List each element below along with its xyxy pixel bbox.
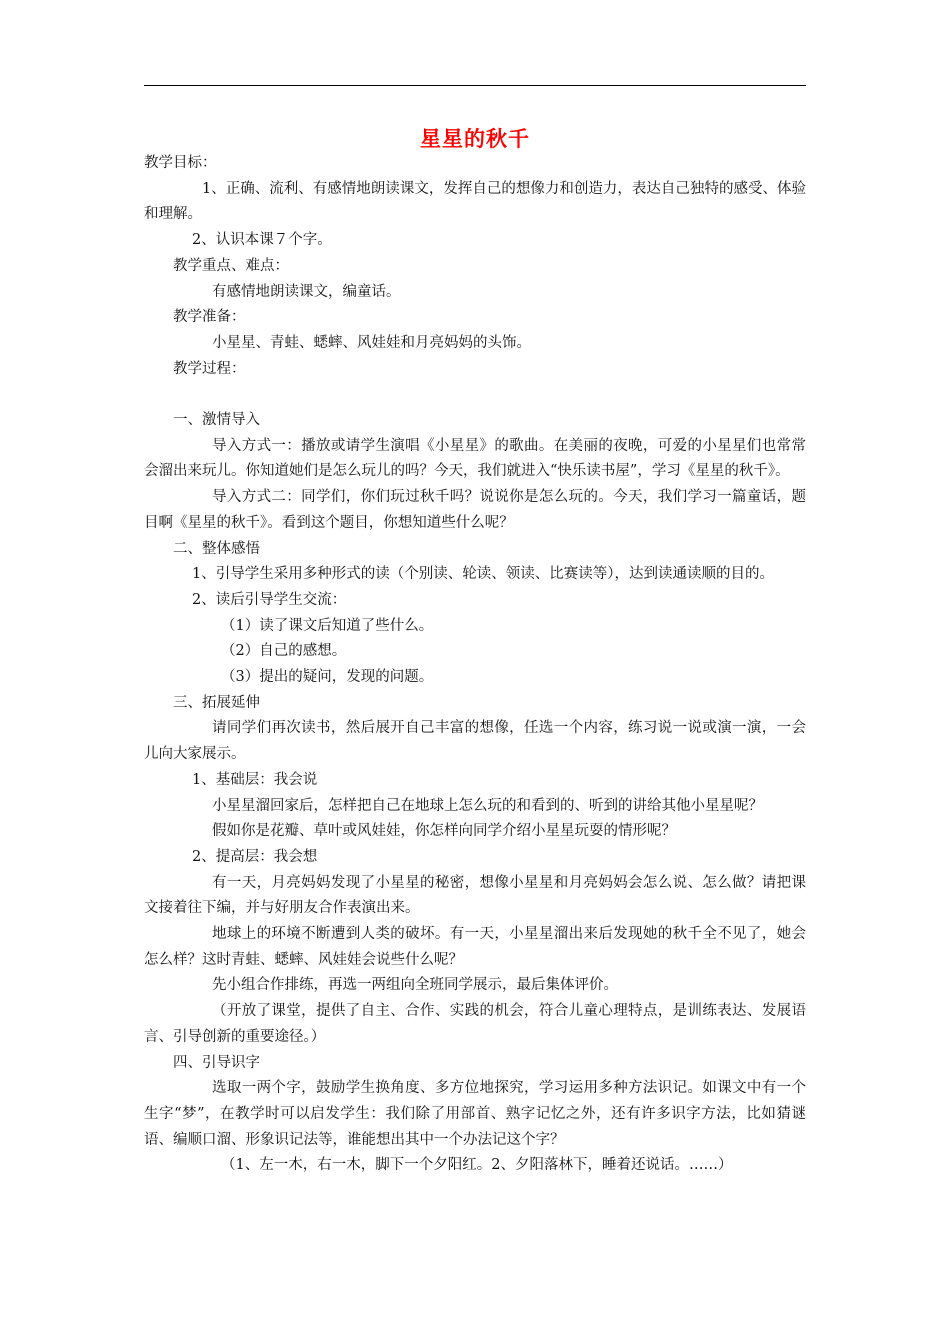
section-heading-process: 教学过程： — [173, 360, 246, 377]
step-heading: 二、整体感悟 — [173, 540, 260, 557]
body-paragraph: 请同学们再次读书，然后展开自己丰富的想像，任选一个内容，练习说一说或演一演，一会儿向大家展示。 — [144, 720, 806, 763]
body-paragraph: 有一天，月亮妈妈发现了小星星的秘密，想像小星星和月亮妈妈会怎么说、怎么做？请把课文接着往下编，并与好朋友合作表演出来。 — [144, 874, 806, 917]
blank-line — [144, 382, 806, 408]
document-body — [144, 151, 806, 1179]
body-paragraph: 导入方式一：播放或请学生演唱《小星星》的歌曲。在美丽的夜晚，可爱的小星星们也常常会溜出来玩儿。你知道她们是怎么玩儿的吗？今天，我们就进入“快乐读书屋”，学习《星星的秋千》。 — [144, 437, 806, 480]
document-title: 星星的秋千 — [420, 127, 530, 151]
body-paragraph: 选取一两个字，鼓励学生换角度、多方位地探究，学习运用多种方法识记。如课文中有一个生字“梦”，在教学时可以启发学生：我们除了用部首、熟字记忆之外，还有许多识字方法，比如猜谜语、编顺口溜、形象识记法等，谁能想出其中一个办法记这个字？ — [144, 1080, 806, 1148]
body-paragraph: 小星星溜回家后，怎样把自己在地球上怎么玩的和看到的、听到的讲给其他小星星呢？ — [212, 797, 763, 814]
body-paragraph: （开放了课堂，提供了自主、合作、实践的机会，符合儿童心理特点，是训练表达、发展语言、引导创新的重要途径。） — [144, 1003, 806, 1045]
body-paragraph: （1、左一木，右一木，脚下一个夕阳红。2、夕阳落林下，睡着还说话。……） — [221, 1157, 733, 1174]
section-heading-objectives: 教学目标： — [144, 155, 217, 171]
body-paragraph: 假如你是花瓣、草叶或风娃娃，你怎样向同学介绍小星星玩耍的情形呢？ — [212, 823, 676, 840]
header-rule — [144, 85, 806, 86]
body-paragraph: 1、引导学生采用多种形式的读（个别读、轮读、领读、比赛读等），达到读通读顺的目的。 — [192, 566, 774, 583]
sub-heading: 2、提高层：我会想 — [192, 848, 318, 865]
body-paragraph: 先小组合作排练，再选一两组向全班同学展示，最后集体评价。 — [212, 977, 618, 994]
body-paragraph: 小星星、青蛙、蟋蟀、风娃娃和月亮妈妈的头饰。 — [212, 334, 531, 351]
sub-item: （1）读了课文后知道了些什么。 — [221, 617, 434, 634]
objective-item: 1、正确、流利、有感情地朗读课文，发挥自己的想像力和创造力，表达自己独特的感受、体验和理解。 — [144, 180, 806, 223]
step-heading: 一、激情导入 — [173, 412, 260, 429]
section-heading-preparation: 教学准备： — [173, 309, 246, 326]
section-heading-key-points: 教学重点、难点： — [173, 257, 289, 274]
sub-item: （3）提出的疑问，发现的问题。 — [221, 669, 434, 686]
body-paragraph: 导入方式二：同学们，你们玩过秋千吗？说说你是怎么玩的。今天，我们学习一篇童话，题目啊《星星的秋千》。看到这个题目，你想知道些什么呢？ — [144, 489, 806, 531]
body-paragraph: 2、读后引导学生交流： — [192, 591, 347, 608]
objective-item: 2、认识本课７个字。 — [192, 232, 332, 249]
sub-item: （2）自己的感想。 — [221, 643, 347, 660]
step-heading: 四、引导识字 — [173, 1054, 260, 1071]
step-heading: 三、拓展延伸 — [173, 694, 260, 711]
sub-heading: 1、基础层：我会说 — [192, 771, 318, 788]
body-paragraph: 有感情地朗读课文，编童话。 — [212, 283, 401, 300]
body-paragraph: 地球上的环境不断遭到人类的破坏。有一天，小星星溜出来后发现她的秋千全不见了，她会怎么样？这时青蛙、蟋蟀、风娃娃会说些什么呢？ — [144, 926, 806, 968]
